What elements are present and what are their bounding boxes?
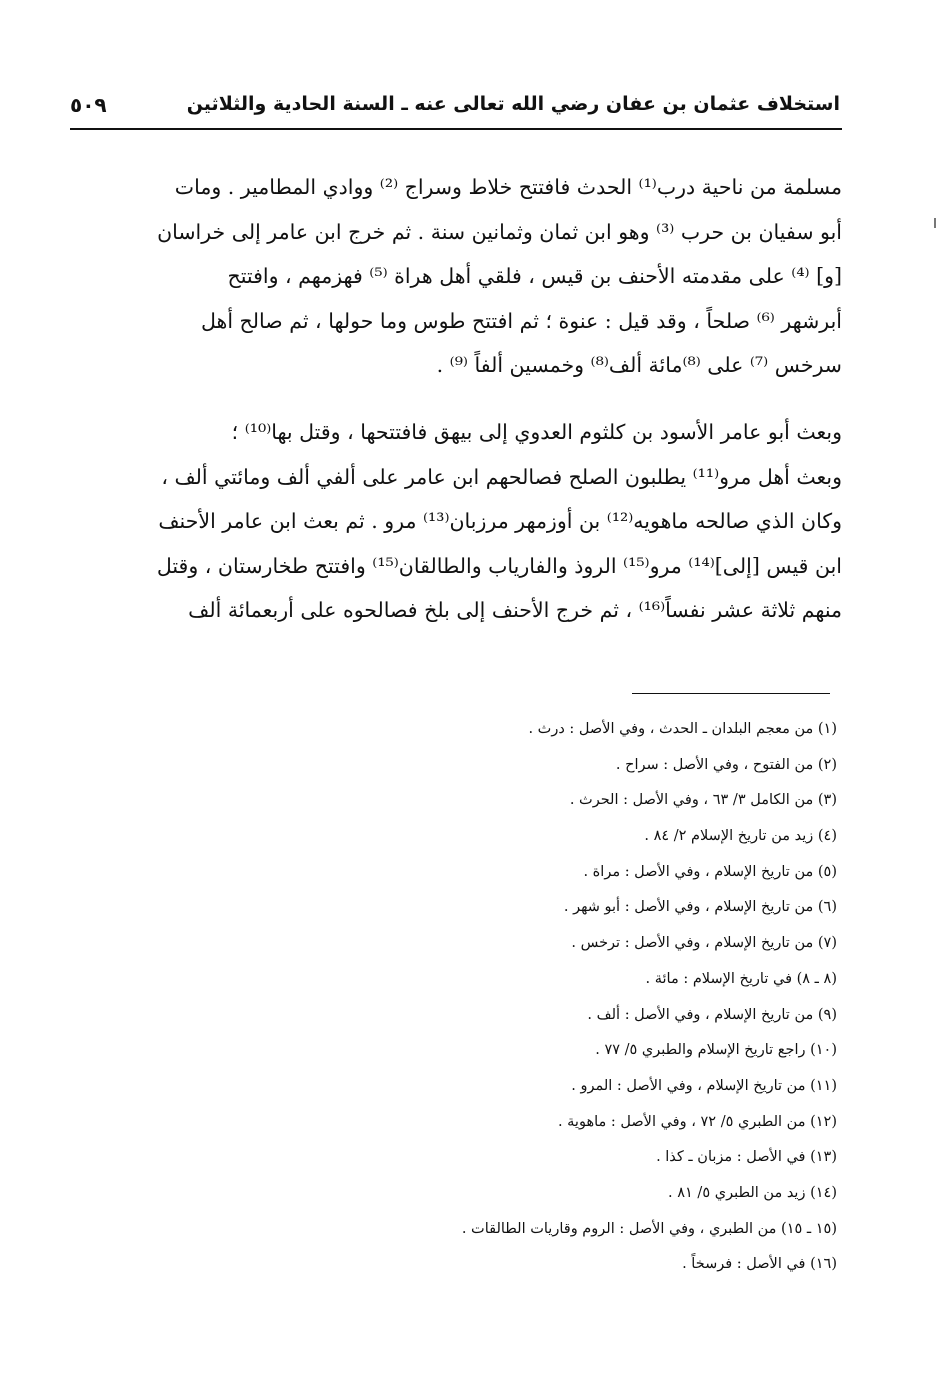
footnote: (٦) من تاريخ الإسلام ، وفي الأصل : أبو شهر . [563, 899, 837, 916]
footnote: (٩) من تاريخ الإسلام ، وفي الأصل : ألف . [587, 1006, 837, 1023]
page-header [70, 93, 840, 127]
text-line: [و] ⁽⁴⁾ على مقدمته الأحنف بن قيس ، فلقي أهل هراة ⁽⁵⁾ فهزمهم ، وافتتح [227, 264, 842, 289]
footnotes [250, 712, 837, 1283]
running-title: استخلاف عثمان بن عفان رضي الله تعالى عنه ـ السنة الحادية والثلاثين [186, 93, 840, 115]
footnote: (١٦) في الأصل : فرسخاً . [682, 1256, 837, 1273]
text-line: سرخس ⁽⁷⁾ على ⁽⁸⁾مائة ألف⁽⁸⁾ وخمسين ألفاً ⁽⁹⁾ . [436, 353, 842, 378]
text-line: وكان الذي صالحه ماهويه⁽¹²⁾ بن أوزمهر مرزبان⁽¹³⁾ مرو . ثم بعث ابن عامر الأحنف [158, 509, 842, 534]
footnote: (١) من معجم البلدان ـ الحدث ، وفي الأصل : درث . [528, 721, 837, 737]
header-rule [70, 128, 842, 130]
footnote: (٥) من تاريخ الإسلام ، وفي الأصل : مراة . [583, 863, 837, 880]
footnote: (١٣) في الأصل : مزبان ـ كذا . [656, 1149, 837, 1166]
text-line: ابن قيس [إلى]⁽¹⁴⁾ مرو⁽¹⁵⁾ الروذ والفارياب والطالقان⁽¹⁵⁾ وافتتح طخارستان ، وقتل [156, 553, 842, 578]
text-line: وبعث أبو عامر الأسود بن كلثوم العدوي إلى بيهق فافتتحها ، وقتل بها⁽¹⁰⁾ ؛ [231, 420, 842, 444]
text-line: وبعث أهل مرو⁽¹¹⁾ يطلبون الصلح فصالحهم ابن عامر على ألفي ألف ومائتي ألف ، [161, 464, 842, 489]
text-line: منهم ثلاثة عشر نفساً⁽¹⁶⁾ ، ثم خرج الأحنف إلى بلخ فصالحوه على أربعمائة ألف [188, 598, 842, 623]
footnote: (٨ ـ ٨) في تاريخ الإسلام : مائة . [645, 970, 837, 987]
footnote: (١٠) راجع تاريخ الإسلام والطبري ٥/ ٧٧ . [595, 1042, 837, 1059]
footnote: (١٤) زيد من الطبري ٥/ ٨١ . [668, 1184, 837, 1201]
footnote: (١٢) من الطبري ٥/ ٧٢ ، وفي الأصل : ماهوية . [557, 1113, 837, 1130]
footnote: (١١) من تاريخ الإسلام ، وفي الأصل : المرو . [571, 1077, 837, 1094]
footnote: (١٥ ـ ١٥) من الطبري ، وفي الأصل : الروم وقاريات الطالقات . [461, 1220, 837, 1237]
text-line: مسلمة من ناحية درب⁽¹⁾ الحدث فافتتح خلاط وسراج ⁽²⁾ ووادي المطامير . ومات [174, 175, 842, 199]
footnote: (٢) من الفتوح ، وفي الأصل : سراح . [615, 756, 837, 773]
page-number: ٥٠٩ [70, 93, 107, 117]
footnote: (٤) زيد من تاريخ الإسلام ٢/ ٨٤ . [644, 828, 837, 845]
scan-edge-mark [934, 218, 936, 228]
text-line: أبرشهر ⁽⁶⁾ صلحاً ، وقد قيل : عنوة ؛ ثم افتتح طوس وما حولها ، ثم صالح أهل [201, 308, 842, 333]
footnote: (٧) من تاريخ الإسلام ، وفي الأصل : ترخس . [571, 935, 837, 952]
footnote: (٣) من الكامل ٣/ ٦٣ ، وفي الأصل : الحرث . [569, 792, 837, 809]
footnote-separator [632, 693, 830, 694]
text-line: أبو سفيان بن حرب ⁽³⁾ وهو ابن ثمان وثمانين سنة . ثم خرج ابن عامر إلى خراسان [157, 219, 842, 244]
paragraph-1 [70, 165, 842, 388]
paragraph-2 [70, 410, 842, 633]
